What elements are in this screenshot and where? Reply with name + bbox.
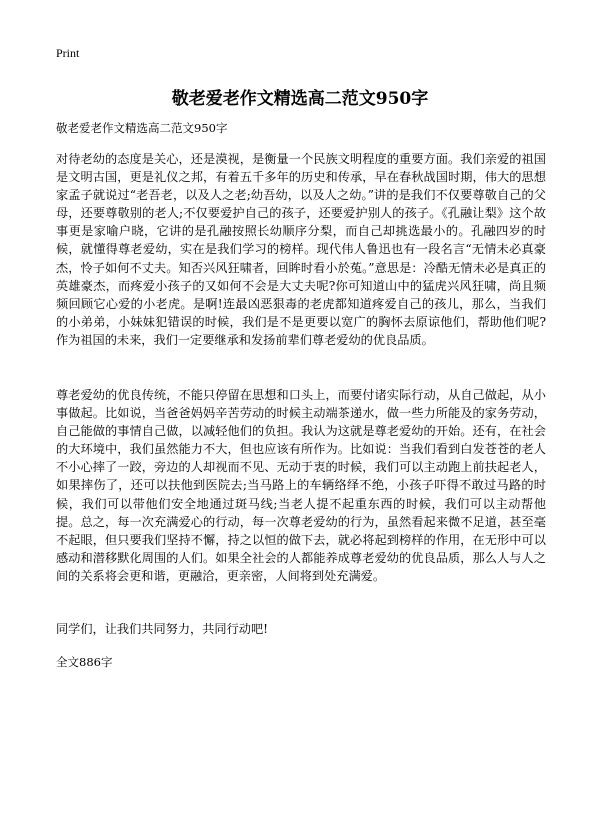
page-title: 敬老爱老作文精选高二范文950字 — [171, 89, 429, 109]
word-count: 全文886字 — [56, 655, 113, 669]
document-subtitle: 敬老爱老作文精选高二范文950字 — [56, 121, 228, 135]
paragraph-3: 同学们，让我们共同努力，共同行动吧! — [56, 622, 269, 636]
paragraph-2: 尊老爱幼的优良传统，不能只停留在思想和口头上，而要付诸实际行动，从自己做起，从小事做起。比如说，当爸爸妈妈辛苦劳动的时候主动端茶递水，做一些力所能及的家务劳动，自己能做的事情自己做，以减轻他们的负担。我认为这就是尊老爱幼的开始。还有，在社会的大环境中，我们虽然能力不大，但也应该有所作为。比如说：当我们看到白发苍苍的老人不小心摔了一跤，旁边的人却视而不见、无动于衷的时候，我们可以主动跑上前扶起老人，如果摔伤了，还可以扶他到医院去;当马路上的车辆络绎不绝，小孩子吓得不敢过马路的时候，我们可以带他们安全地通过斑马线;当老人提不起重东西的时候，我们可以主动帮他提。总之，每一次充满爱心的行动，每一次尊老爱幼的行为，虽然看起来微不足道，甚至毫不起眼，但只要我们坚持不懈，持之以恒的做下去，就必将起到榜样的作用，在无形中可以感动和潜移默化周围的人们。如果全社会的人都能养成尊老爱幼的优良品质，那么人与人之间的关系将会更和谐，更融洽，更亲密，人间将到处充满爱。 — [56, 388, 546, 583]
paragraph-1: 对待老幼的态度是关心，还是漠视，是衡量一个民族文明程度的重要方面。我们亲爱的祖国是文明古国，更是礼仪之邦，有着五千多年的历史和传承，早在春秋战国时期，伟大的思想家孟子就说过“老吾老，以及人之老;幼吾幼，以及人之幼。”讲的是我们不仅要尊敬自己的父母，还要尊敬别的老人;不仅要爱护自己的孩子，还要爱护别人的孩子。《孔融让梨》这个故事更是家喻户晓，它讲的是孔融按照长幼顺序分梨，而自己却挑选最小的。孔融四岁的时候，就懂得尊老爱幼，实在是我们学习的榜样。现代伟人鲁迅也有一段名言“无情未必真豪杰，怜子如何不丈夫。知否兴风狂啸者，回眸时看小於菟。”意思是：冷酷无情未必是真正的英雄豪杰，而疼爱小孩子的又如何不会是大丈夫呢?你可知道山中的猛虎兴风狂啸，尚且频频回顾它心爱的小老虎。是啊!连最凶恶狠毒的老虎都知道疼爱自己的孩儿，那么，当我们的小弟弟，小妹妹犯错误的时候，我们是不是更要以宽广的胸怀去原谅他们，帮助他们呢?作为祖国的未来，我们一定要继承和发扬前辈们尊老爱幼的优良品质。 — [56, 152, 546, 347]
print-link[interactable]: Print — [56, 46, 80, 60]
